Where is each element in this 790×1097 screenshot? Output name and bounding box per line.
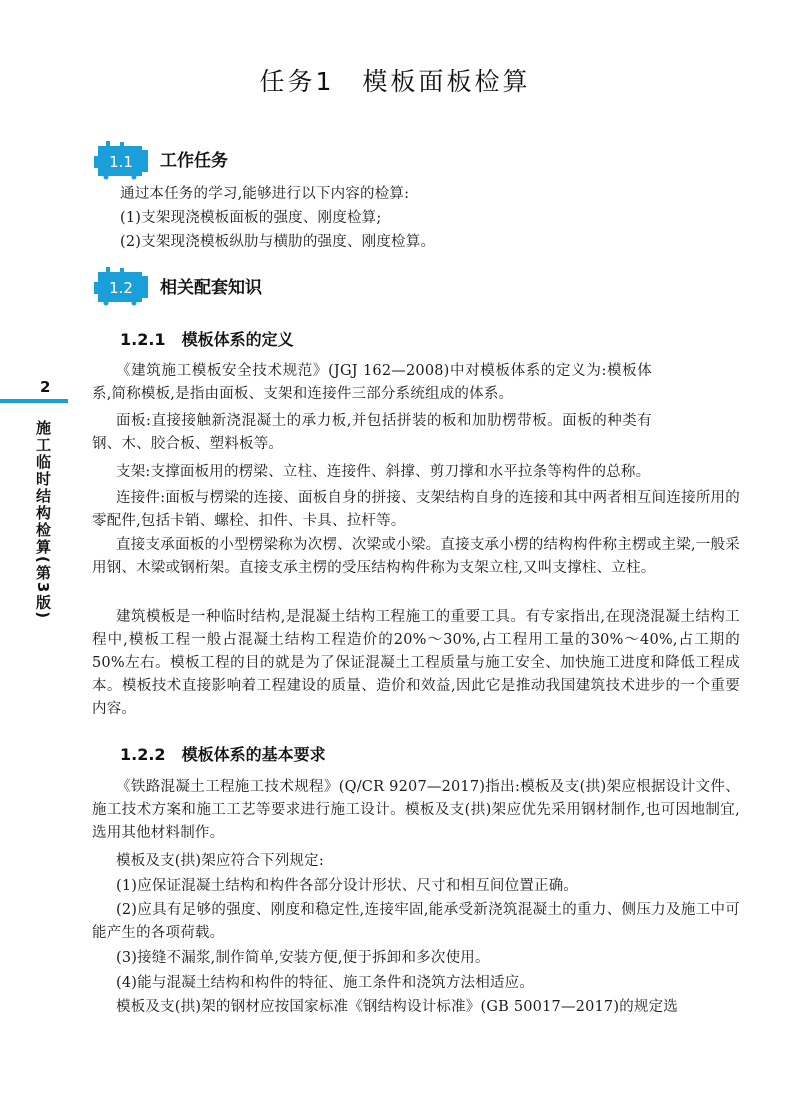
paragraph: (4)能与混凝土结构和构件的特征、施工条件和浇筑方法相适应。 [116, 975, 535, 991]
section-number-badge [92, 140, 150, 180]
subsection-heading [120, 742, 326, 765]
paragraph: 建筑模板是一种临时结构,是混凝土结构工程施工的重要工具。有专家指出,在现浇混凝土结构工程中,模板工程一般占混凝土结构工程造价的20%～30%,占工程用工量的30%～40%,占工期的50%左右。模板工程的目的就是为了保证混凝土工程质量与施工安全、加快施工进度和降低工程成本。模板技术直接影响着工程建设的质量、造价和效益,因此它是推动我国建筑技术进步的一个重要内容。 [92, 609, 740, 717]
subsection-number: 1.2.2 [120, 745, 166, 764]
page-number: 2 [40, 378, 51, 396]
paragraph: (2)支架现浇模板纵肋与横肋的强度、刚度检算。 [120, 234, 436, 250]
section-number: 1.2 [109, 279, 133, 297]
paragraph: 《建筑施工模板安全技术规范》(JGJ 162—2008)中对模板体系的定义为:模板体系,简称模板,是指由面板、支架和连接件三部分系统组成的体系。 [92, 363, 652, 402]
subsection-title: 模板体系的定义 [181, 330, 294, 349]
paragraph: 通过本任务的学习,能够进行以下内容的检算: [120, 186, 410, 202]
paragraph: 面板:直接接触新浇混凝土的承力板,并包括拼装的板和加肋楞带板。面板的种类有钢、木、胶合板、塑料板等。 [92, 413, 652, 452]
margin-accent-bar [0, 399, 68, 403]
paragraph: (1)支架现浇模板面板的强度、刚度检算; [120, 210, 382, 226]
paragraph: (2)应具有足够的强度、刚度和稳定性,连接牢固,能承受新浇筑混凝土的重力、侧压力及施工中可能产生的各项荷载。 [92, 902, 740, 941]
paragraph: (1)应保证混凝土结构和构件各部分设计形状、尺寸和相互间位置正确。 [116, 878, 579, 894]
page-title: 任务1 模板面板检算 [259, 67, 531, 96]
paragraph: 连接件:面板与楞梁的连接、面板自身的拼接、支架结构自身的连接和其中两者相互间连接所用的零配件,包括卡销、螺栓、扣件、卡具、拉杆等。 [92, 490, 740, 529]
paragraph: 模板及支(拱)架的钢材应按国家标准《钢结构设计标准》(GB 50017—2017)的规定选 [116, 999, 679, 1015]
subsection-heading [120, 327, 294, 350]
paragraph: 支架:支撑面板用的楞梁、立柱、连接件、斜撑、剪刀撑和水平拉条等构件的总称。 [116, 464, 651, 480]
section-number-badge [92, 266, 150, 306]
section-number: 1.1 [109, 153, 133, 171]
section-title: 相关配套知识 [160, 278, 262, 298]
subsection-title: 模板体系的基本要求 [181, 745, 326, 764]
paragraph: (3)接缝不漏浆,制作简单,安装方便,便于拆卸和多次使用。 [116, 950, 490, 966]
section-title: 工作任务 [160, 151, 228, 171]
running-title: 施工临时结构检算(第3版) [34, 420, 52, 621]
subsection-number: 1.2.1 [120, 330, 166, 349]
paragraph: 《铁路混凝土工程施工技术规程》(Q/CR 9207—2017)指出:模板及支(拱)架应根据设计文件、施工技术方案和施工工艺等要求进行施工设计。模板及支(拱)架应优先采用钢材制作,也可因地制宜,选用其他材料制作。 [92, 779, 740, 841]
paragraph: 直接支承面板的小型楞梁称为次楞、次梁或小梁。直接支承小楞的结构构件称主楞或主梁,一般采用钢、木梁或钢桁架。直接支承主楞的受压结构构件称为支架立柱,又叫支撑柱、立柱。 [92, 537, 740, 576]
paragraph: 模板及支(拱)架应符合下列规定: [116, 853, 324, 869]
